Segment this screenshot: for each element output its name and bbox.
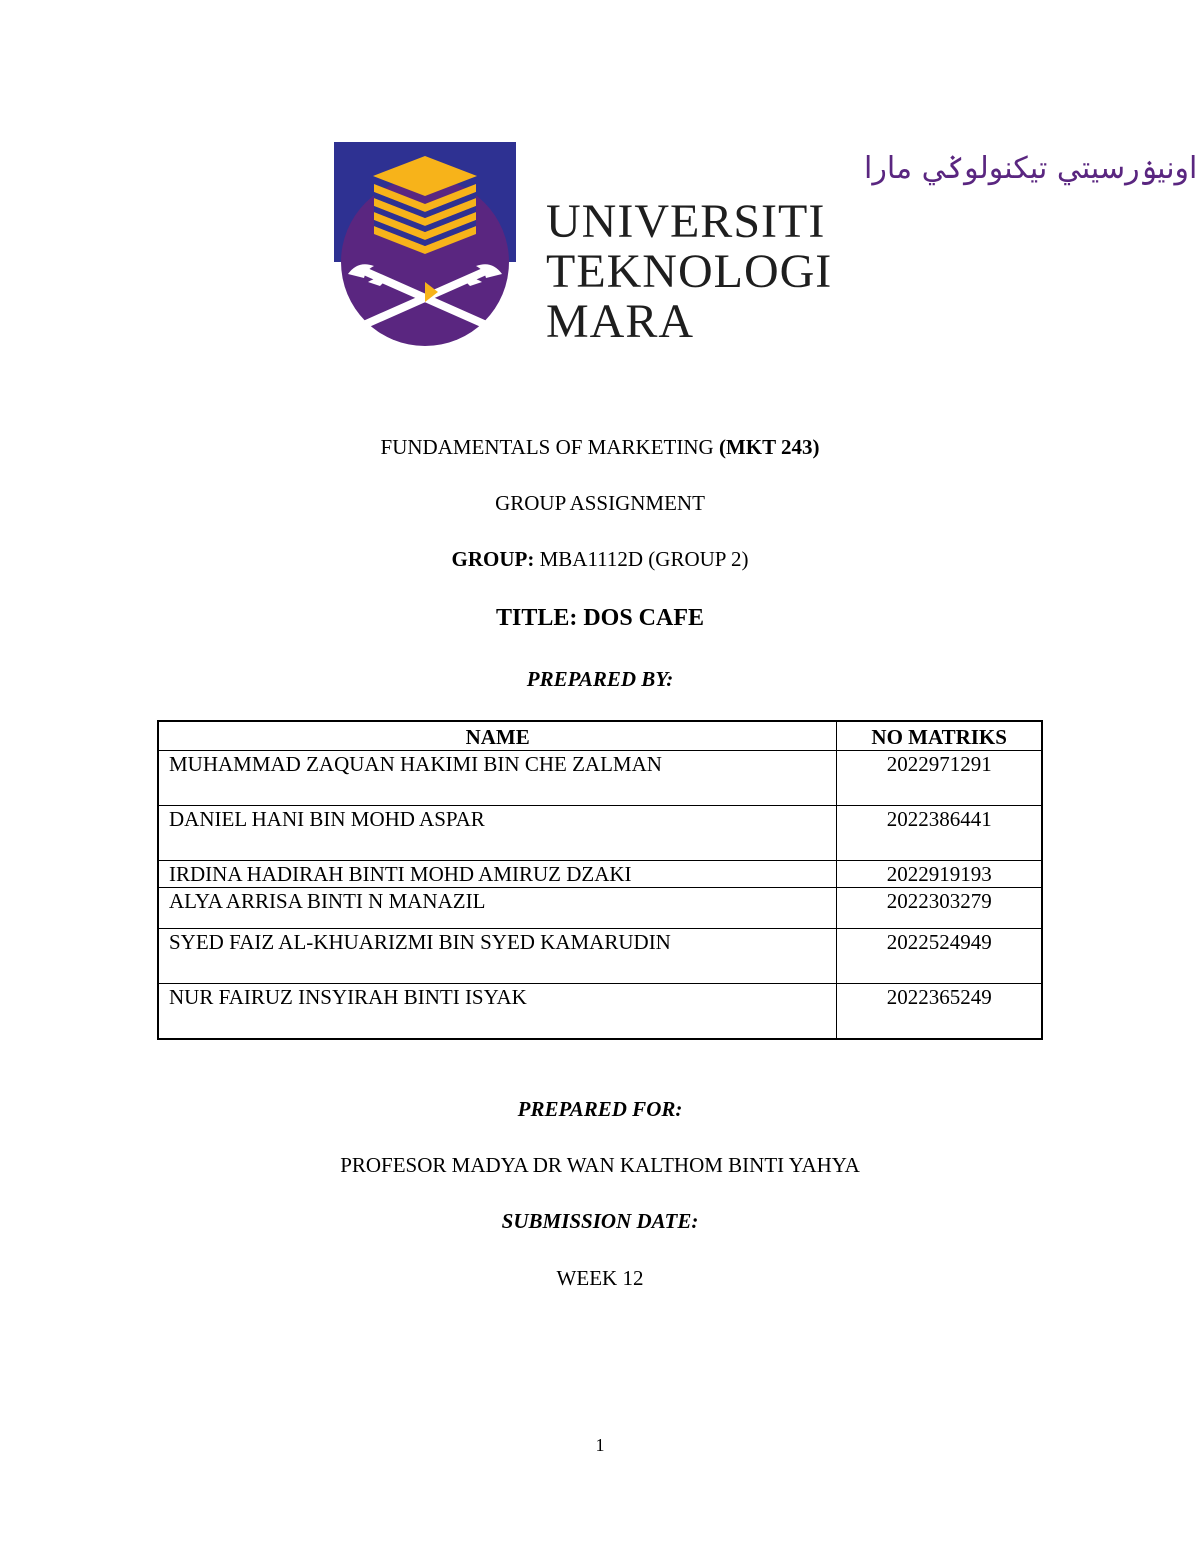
table-row bbox=[158, 888, 1042, 929]
member-matriks: 2022303279 bbox=[837, 888, 1042, 929]
table-row bbox=[158, 806, 1042, 861]
member-name: ALYA ARRISA BINTI N MANAZIL bbox=[158, 888, 837, 929]
member-name: IRDINA HADIRAH BINTI MOHD AMIRUZ DZAKI bbox=[158, 861, 837, 888]
header-matriks: NO MATRIKS bbox=[837, 721, 1042, 751]
submission-date-value: WEEK 12 bbox=[556, 1266, 644, 1290]
logo-line-universiti: UNIVERSITI bbox=[546, 195, 826, 248]
member-name: DANIEL HANI BIN MOHD ASPAR bbox=[158, 806, 837, 861]
member-matriks: 2022524949 bbox=[837, 929, 1042, 984]
prepared-by-label: PREPARED BY: bbox=[526, 667, 674, 691]
member-name: MUHAMMAD ZAQUAN HAKIMI BIN CHE ZALMAN bbox=[158, 751, 837, 806]
assignment-type: GROUP ASSIGNMENT bbox=[495, 491, 705, 515]
logo-line-teknologi: TEKNOLOGI bbox=[546, 245, 833, 298]
course-name: FUNDAMENTALS OF MARKETING bbox=[380, 435, 719, 459]
group-value: MBA1112D (GROUP 2) bbox=[534, 547, 749, 571]
table-row bbox=[158, 929, 1042, 984]
members-table bbox=[157, 720, 1043, 1040]
header-name: NAME bbox=[158, 721, 837, 751]
table-row bbox=[158, 984, 1042, 1040]
document-title: TITLE: DOS CAFE bbox=[495, 605, 705, 631]
member-matriks: 2022971291 bbox=[837, 751, 1042, 806]
prepared-for-label: PREPARED FOR: bbox=[517, 1097, 683, 1121]
uitm-logo bbox=[334, 140, 1198, 350]
table-row bbox=[158, 861, 1042, 888]
uitm-crest-icon bbox=[334, 142, 516, 347]
table-row bbox=[158, 751, 1042, 806]
member-name: SYED FAIZ AL-KHUARIZMI BIN SYED KAMARUDIN bbox=[158, 929, 837, 984]
member-matriks: 2022919193 bbox=[837, 861, 1042, 888]
page-number: 1 bbox=[595, 1435, 605, 1455]
course-code: (MKT 243) bbox=[718, 435, 820, 459]
jawi-wordmark-icon bbox=[546, 140, 1198, 190]
group-label: GROUP: bbox=[451, 547, 535, 571]
submission-date-label: SUBMISSION DATE: bbox=[501, 1209, 699, 1233]
member-name: NUR FAIRUZ INSYIRAH BINTI ISYAK bbox=[158, 984, 837, 1040]
lecturer-name: PROFESOR MADYA DR WAN KALTHOM BINTI YAHYA bbox=[340, 1153, 860, 1177]
member-matriks: 2022365249 bbox=[837, 984, 1042, 1040]
svg-text:اونيۏرسيتي تيکنولوݢي مارا: اونيۏرسيتي تيکنولوݢي مارا bbox=[864, 151, 1198, 186]
member-matriks: 2022386441 bbox=[837, 806, 1042, 861]
table-header-row bbox=[158, 721, 1042, 751]
logo-line-mara: MARA bbox=[546, 295, 695, 348]
course-line bbox=[0, 435, 1200, 460]
group-line bbox=[0, 547, 1200, 572]
